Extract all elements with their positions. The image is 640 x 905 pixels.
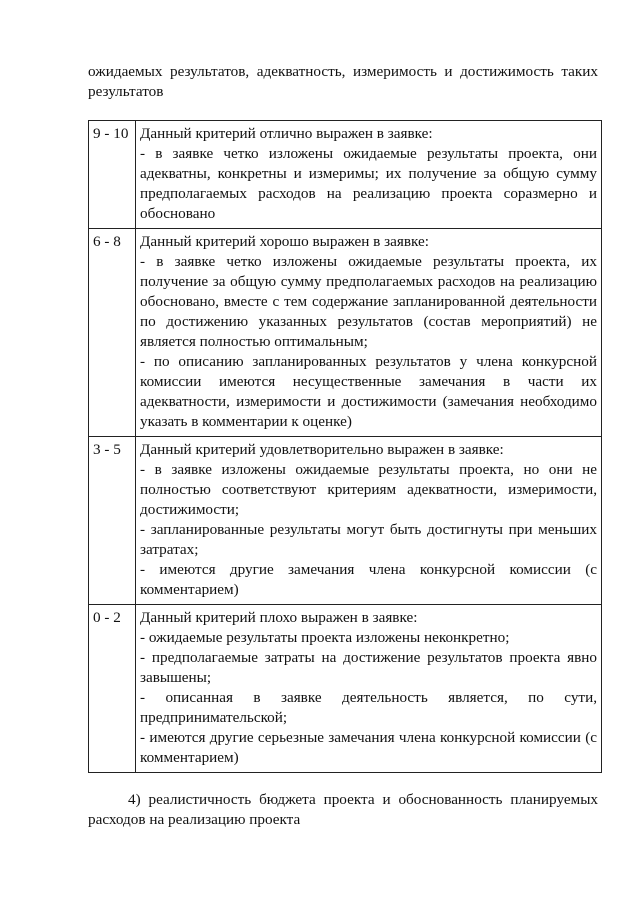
criteria-table: [88, 120, 602, 773]
criteria-item: - в заявке четко изложены ожидаемые результаты проекта, их получение за общую сумму предполагаемых расходов на реализацию обосновано, вместе с тем содержание запланированной деятельности по достижению указанных результатов (состав мероприятий) не является полностью оптимальным;: [140, 253, 597, 350]
criteria-row: [89, 605, 602, 773]
criteria-item: - в заявке изложены ожидаемые результаты проекта, но они не полностью соответствуют критериям адекватности, измеримости, достижимости;: [140, 461, 597, 518]
score-range: 6 - 8: [89, 229, 136, 437]
criteria-row: [89, 229, 602, 437]
criteria-description: [136, 605, 602, 773]
criteria-description: [136, 437, 602, 605]
criteria-item: - ожидаемые результаты проекта изложены неконкретно;: [140, 629, 510, 646]
criteria-heading: Данный критерий плохо выражен в заявке:: [140, 609, 418, 626]
score-range: 9 - 10: [89, 121, 136, 229]
criteria-item: - по описанию запланированных результатов у члена конкурсной комиссии имеются несущественные замечания в части их адекватности, измеримости и достижимости (замечания необходимо указать в комментарии к оценке): [140, 353, 597, 430]
criteria-item: - имеются другие серьезные замечания члена конкурсной комиссии (с комментарием): [140, 729, 597, 766]
next-criterion-paragraph: 4) реалистичность бюджета проекта и обоснованность планируемых расходов на реализацию проекта: [88, 791, 598, 828]
intro-line-1: ожидаемых результатов, адекватность, измеримость и достижимость таких: [88, 63, 598, 80]
criteria-heading: Данный критерий удовлетворительно выражен в заявке:: [140, 441, 504, 458]
criteria-item: - в заявке четко изложены ожидаемые результаты проекта, они адекватны, конкретны и измеримы; их получение за общую сумму предполагаемых расходов на реализацию проекта соразмерно и обосновано: [140, 145, 597, 222]
criteria-description: [136, 229, 602, 437]
intro-line-2: результатов: [88, 83, 164, 100]
score-range: 3 - 5: [89, 437, 136, 605]
criteria-row: [89, 121, 602, 229]
criteria-item: - запланированные результаты могут быть достигнуты при меньших затратах;: [140, 521, 597, 558]
criteria-description: [136, 121, 602, 229]
criteria-heading: Данный критерий отлично выражен в заявке:: [140, 125, 433, 142]
criteria-item: - описанная в заявке деятельность является, по сути, предпринимательской;: [140, 689, 597, 726]
criteria-heading: Данный критерий хорошо выражен в заявке:: [140, 233, 429, 250]
criteria-item: - предполагаемые затраты на достижение результатов проекта явно завышены;: [140, 649, 597, 686]
criteria-row: [89, 437, 602, 605]
criteria-item: - имеются другие замечания члена конкурсной комиссии (с комментарием): [140, 561, 597, 598]
score-range: 0 - 2: [89, 605, 136, 773]
intro-paragraph: [88, 62, 598, 102]
